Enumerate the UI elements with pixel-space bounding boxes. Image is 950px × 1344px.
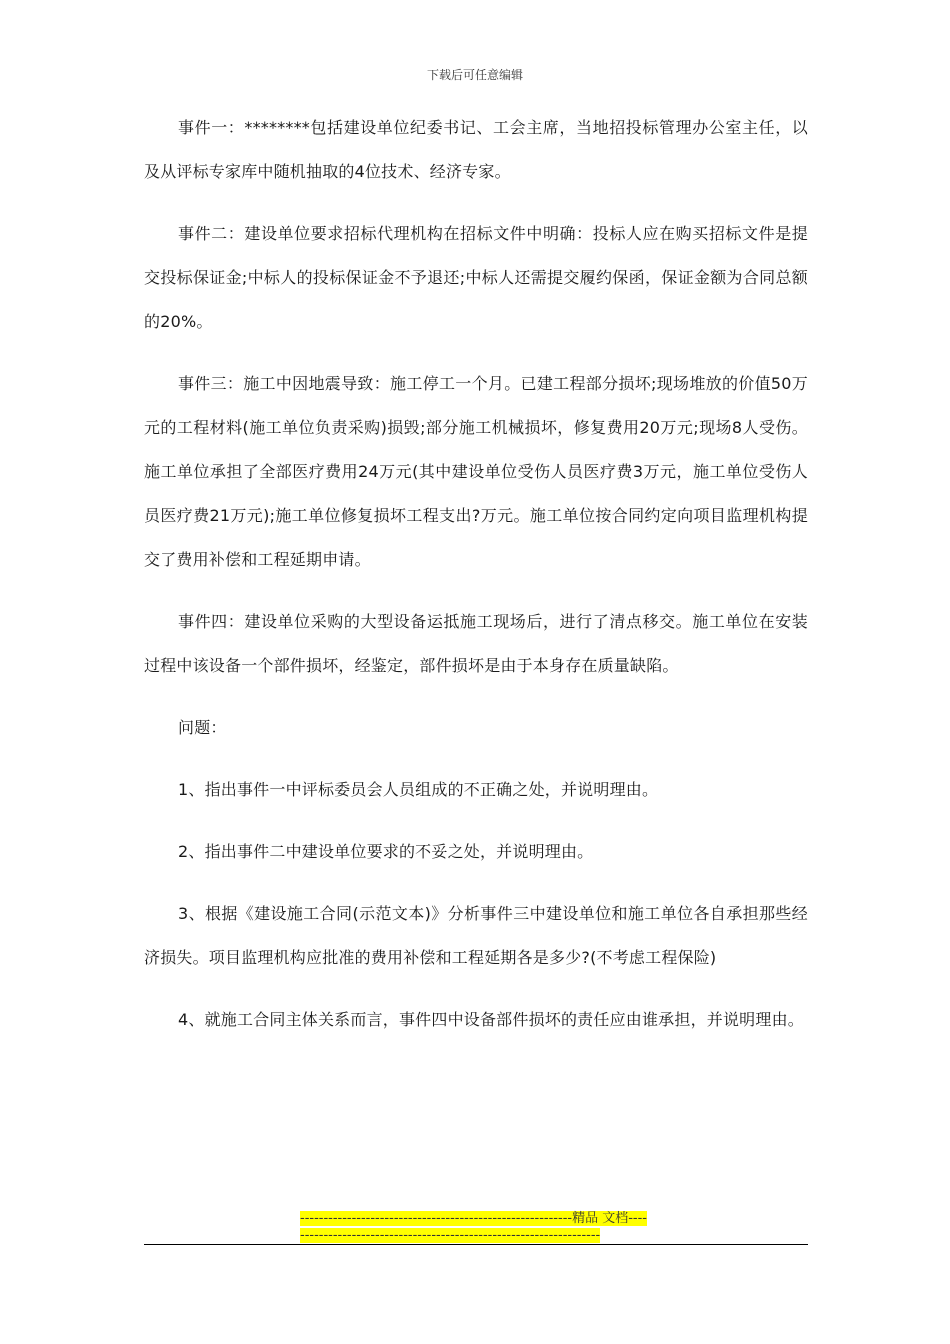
footer-highlight-text: ----------------------------------------------------------精品 文档-------------------------------------------------------------------- xyxy=(300,1211,647,1243)
questions-heading: 问题： xyxy=(178,718,227,737)
paragraph-event-4: 事件四：建设单位采购的大型设备运抵施工现场后，进行了清点移交。施工单位在安装过程中该设备一个部件损坏，经鉴定，部件损坏是由于本身存在质量缺陷。 xyxy=(144,612,808,675)
document-body xyxy=(144,106,808,1060)
question-2: 2、指出事件二中建设单位要求的不妥之处，并说明理由。 xyxy=(178,842,594,861)
question-1: 1、指出事件一中评标委员会人员组成的不正确之处，并说明理由。 xyxy=(178,780,659,799)
page-header-note: 下载后可任意编辑 xyxy=(426,68,523,82)
question-3: 3、根据《建设施工合同(示范文本)》分析事件三中建设单位和施工单位各自承担那些经济损失。项目监理机构应批准的费用补偿和工程延期各是多少?(不考虑工程保险) xyxy=(144,904,808,967)
paragraph-event-2: 事件二：建设单位要求招标代理机构在招标文件中明确：投标人应在购买招标文件是提交投标保证金;中标人的投标保证金不予退还;中标人还需提交履约保函，保证金额为合同总额的20%。 xyxy=(144,224,808,331)
paragraph-event-1: 事件一：********包括建设单位纪委书记、工会主席，当地招投标管理办公室主任，以及从评标专家库中随机抽取的4位技术、经济专家。 xyxy=(144,118,808,181)
footer-divider xyxy=(144,1244,808,1245)
footer-watermark xyxy=(300,1210,650,1244)
paragraph-event-3: 事件三：施工中因地震导致：施工停工一个月。已建工程部分损坏;现场堆放的价值50万元的工程材料(施工单位负责采购)损毁;部分施工机械损坏，修复费用20万元;现场8人受伤。施工单位承担了全部医疗费用24万元(其中建设单位受伤人员医疗费3万元，施工单位受伤人员医疗费21万元);施工单位修复损坏工程支出?万元。施工单位按合同约定向项目监理机构提交了费用补偿和工程延期申请。 xyxy=(144,374,808,569)
question-4: 4、就施工合同主体关系而言，事件四中设备部件损坏的责任应由谁承担，并说明理由。 xyxy=(178,1010,804,1029)
